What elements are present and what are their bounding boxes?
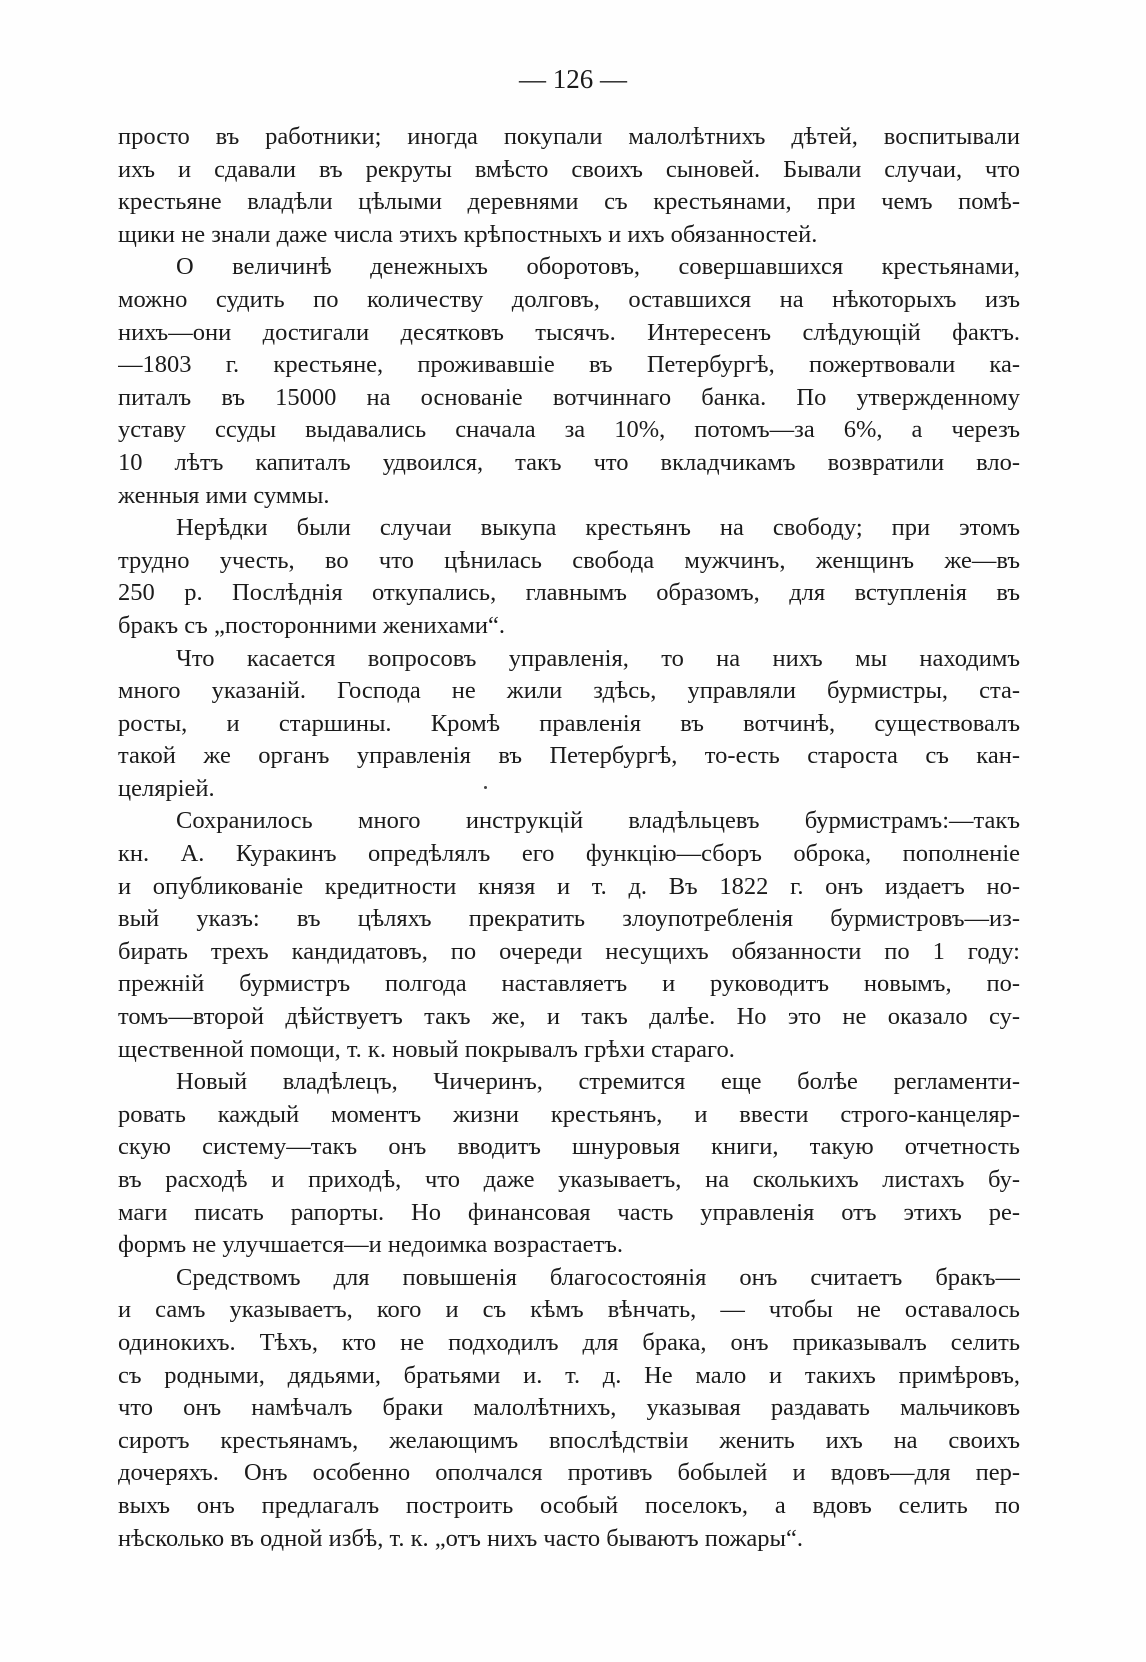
text-line: просто въ работники; иногда покупали малолѣтнихъ дѣтей, воспитывали [118, 123, 1020, 150]
paragraph [118, 251, 1020, 512]
text-line: щественной помощи, т. к. новый покрывалъ грѣхи стараго. [118, 1035, 735, 1063]
text-line: целяріей. [118, 774, 215, 802]
text-line: скую систему—такъ онъ вводитъ шнуровыя книги, такую отчетность [118, 1133, 1020, 1161]
text-line: много указаній. Господа не жили здѣсь, управляли бурмистры, ста- [118, 677, 1020, 705]
text-line: питалъ въ 15000 на основаніе вотчиннаго банка. По утвержденному [118, 383, 1020, 411]
body-text [118, 121, 1020, 1555]
paragraph [118, 1066, 1020, 1262]
text-line: прежній бурмистръ полгода наставляетъ и руководитъ новымъ, по- [118, 970, 1020, 998]
print-speck [484, 786, 487, 789]
text-line: —1803 г. крестьяне, проживавшіе въ Петербургѣ, пожертвовали ка- [118, 351, 1020, 379]
text-line: Нерѣдки были случаи выкупа крестьянъ на свободу; при этомъ [176, 514, 1020, 542]
text-line: Что касается вопросовъ управленія, то на нихъ мы находимъ [176, 644, 1020, 672]
text-line: формъ не улучшается—и недоимка возрастаетъ. [118, 1231, 623, 1259]
text-line: щики не знали даже числа этихъ крѣпостныхъ и ихъ обязанностей. [118, 220, 818, 248]
paragraph [118, 805, 1020, 1066]
text-line: томъ—второй дѣйствуетъ такъ же, и такъ далѣе. Но это не оказало су- [118, 1003, 1020, 1031]
text-line: крестьяне владѣли цѣлыми деревнями съ крестьянами, при чемъ помѣ- [118, 188, 1020, 216]
text-line: Средствомъ для повышенія благосостоянія онъ считаетъ бракъ— [176, 1263, 1020, 1291]
text-line: сиротъ крестьянамъ, желающимъ впослѣдствіи женить ихъ на своихъ [118, 1426, 1020, 1454]
text-line: бирать трехъ кандидатовъ, по очереди несущихъ обязанности по 1 году: [118, 937, 1020, 965]
paragraph [118, 121, 1020, 251]
text-line: О величинѣ денежныхъ оборотовъ, совершавшихся крестьянами, [176, 253, 1020, 281]
text-line: Сохранилось много инструкцій владѣльцевъ бурмистрамъ:—такъ [176, 807, 1020, 835]
text-line: уставу ссуды выдавались сначала за 10%, потомъ—за 6%, а черезъ [118, 416, 1020, 444]
text-line: нѣсколько въ одной избѣ, т. к. „отъ нихъ часто бываютъ пожары“. [118, 1524, 803, 1552]
text-line: что онъ намѣчалъ браки малолѣтнихъ, указывая раздавать мальчиковъ [118, 1394, 1020, 1422]
text-line: дочеряхъ. Онъ особенно ополчался противъ бобылей и вдовъ—для пер- [118, 1459, 1020, 1487]
paragraph [118, 1262, 1020, 1555]
text-line: ихъ и сдавали въ рекруты вмѣсто своихъ сыновей. Бывали случаи, что [118, 155, 1020, 183]
text-line: бракъ съ „посторонними женихами“. [118, 611, 505, 639]
text-line: нихъ—они достигали десятковъ тысячъ. Интересенъ слѣдующій фактъ. [118, 318, 1020, 346]
text-line: съ родными, дядьями, братьями и. т. д. Не мало и такихъ примѣровъ, [118, 1361, 1020, 1389]
text-line: вый указъ: въ цѣляхъ прекратить злоупотребленія бурмистровъ—из- [118, 905, 1020, 933]
text-line: ровать каждый моментъ жизни крестьянъ, и ввести строго-канцеляр- [118, 1100, 1020, 1128]
text-line: трудно учесть, во что цѣнилась свобода мужчинъ, женщинъ же—въ [118, 546, 1020, 574]
text-line: росты, и старшины. Кромѣ правленія въ вотчинѣ, существовалъ [118, 709, 1020, 737]
text-line: маги писать рапорты. Но финансовая часть управленія отъ этихъ ре- [118, 1198, 1020, 1226]
text-line: Новый владѣлецъ, Чичеринъ, стремится еще болѣе регламенти- [176, 1068, 1020, 1096]
text-line: одинокихъ. Тѣхъ, кто не подходилъ для брака, онъ приказывалъ селить [118, 1328, 1020, 1356]
text-line: кн. А. Куракинъ опредѣлялъ его функцію—сборъ оброка, пополненіе [118, 840, 1020, 868]
text-line: можно судить по количеству долговъ, оставшихся на нѣкоторыхъ изъ [118, 285, 1020, 313]
text-line: выхъ онъ предлагалъ построить особый поселокъ, а вдовъ селить по [118, 1491, 1020, 1519]
text-line: въ расходѣ и приходѣ, что даже указываетъ, на сколькихъ листахъ бу- [118, 1166, 1020, 1193]
paragraph [118, 512, 1020, 642]
page-number: — 126 — [519, 64, 627, 94]
text-line: и опубликованіе кредитности князя и т. д. Въ 1822 г. онъ издаетъ но- [118, 872, 1020, 900]
text-line: 250 р. Послѣднія откупались, главнымъ образомъ, для вступленія въ [118, 579, 1020, 607]
text-line: 10 лѣтъ капиталъ удвоился, такъ что вкладчикамъ возвратили вло- [118, 448, 1020, 476]
text-line: женныя ими суммы. [118, 481, 330, 509]
text-line: такой же органъ управленія въ Петербургѣ, то-есть староста съ кан- [118, 742, 1020, 770]
paragraph [118, 643, 1020, 806]
text-line: и самъ указываетъ, кого и съ кѣмъ вѣнчать, — чтобы не оставалось [118, 1296, 1020, 1324]
